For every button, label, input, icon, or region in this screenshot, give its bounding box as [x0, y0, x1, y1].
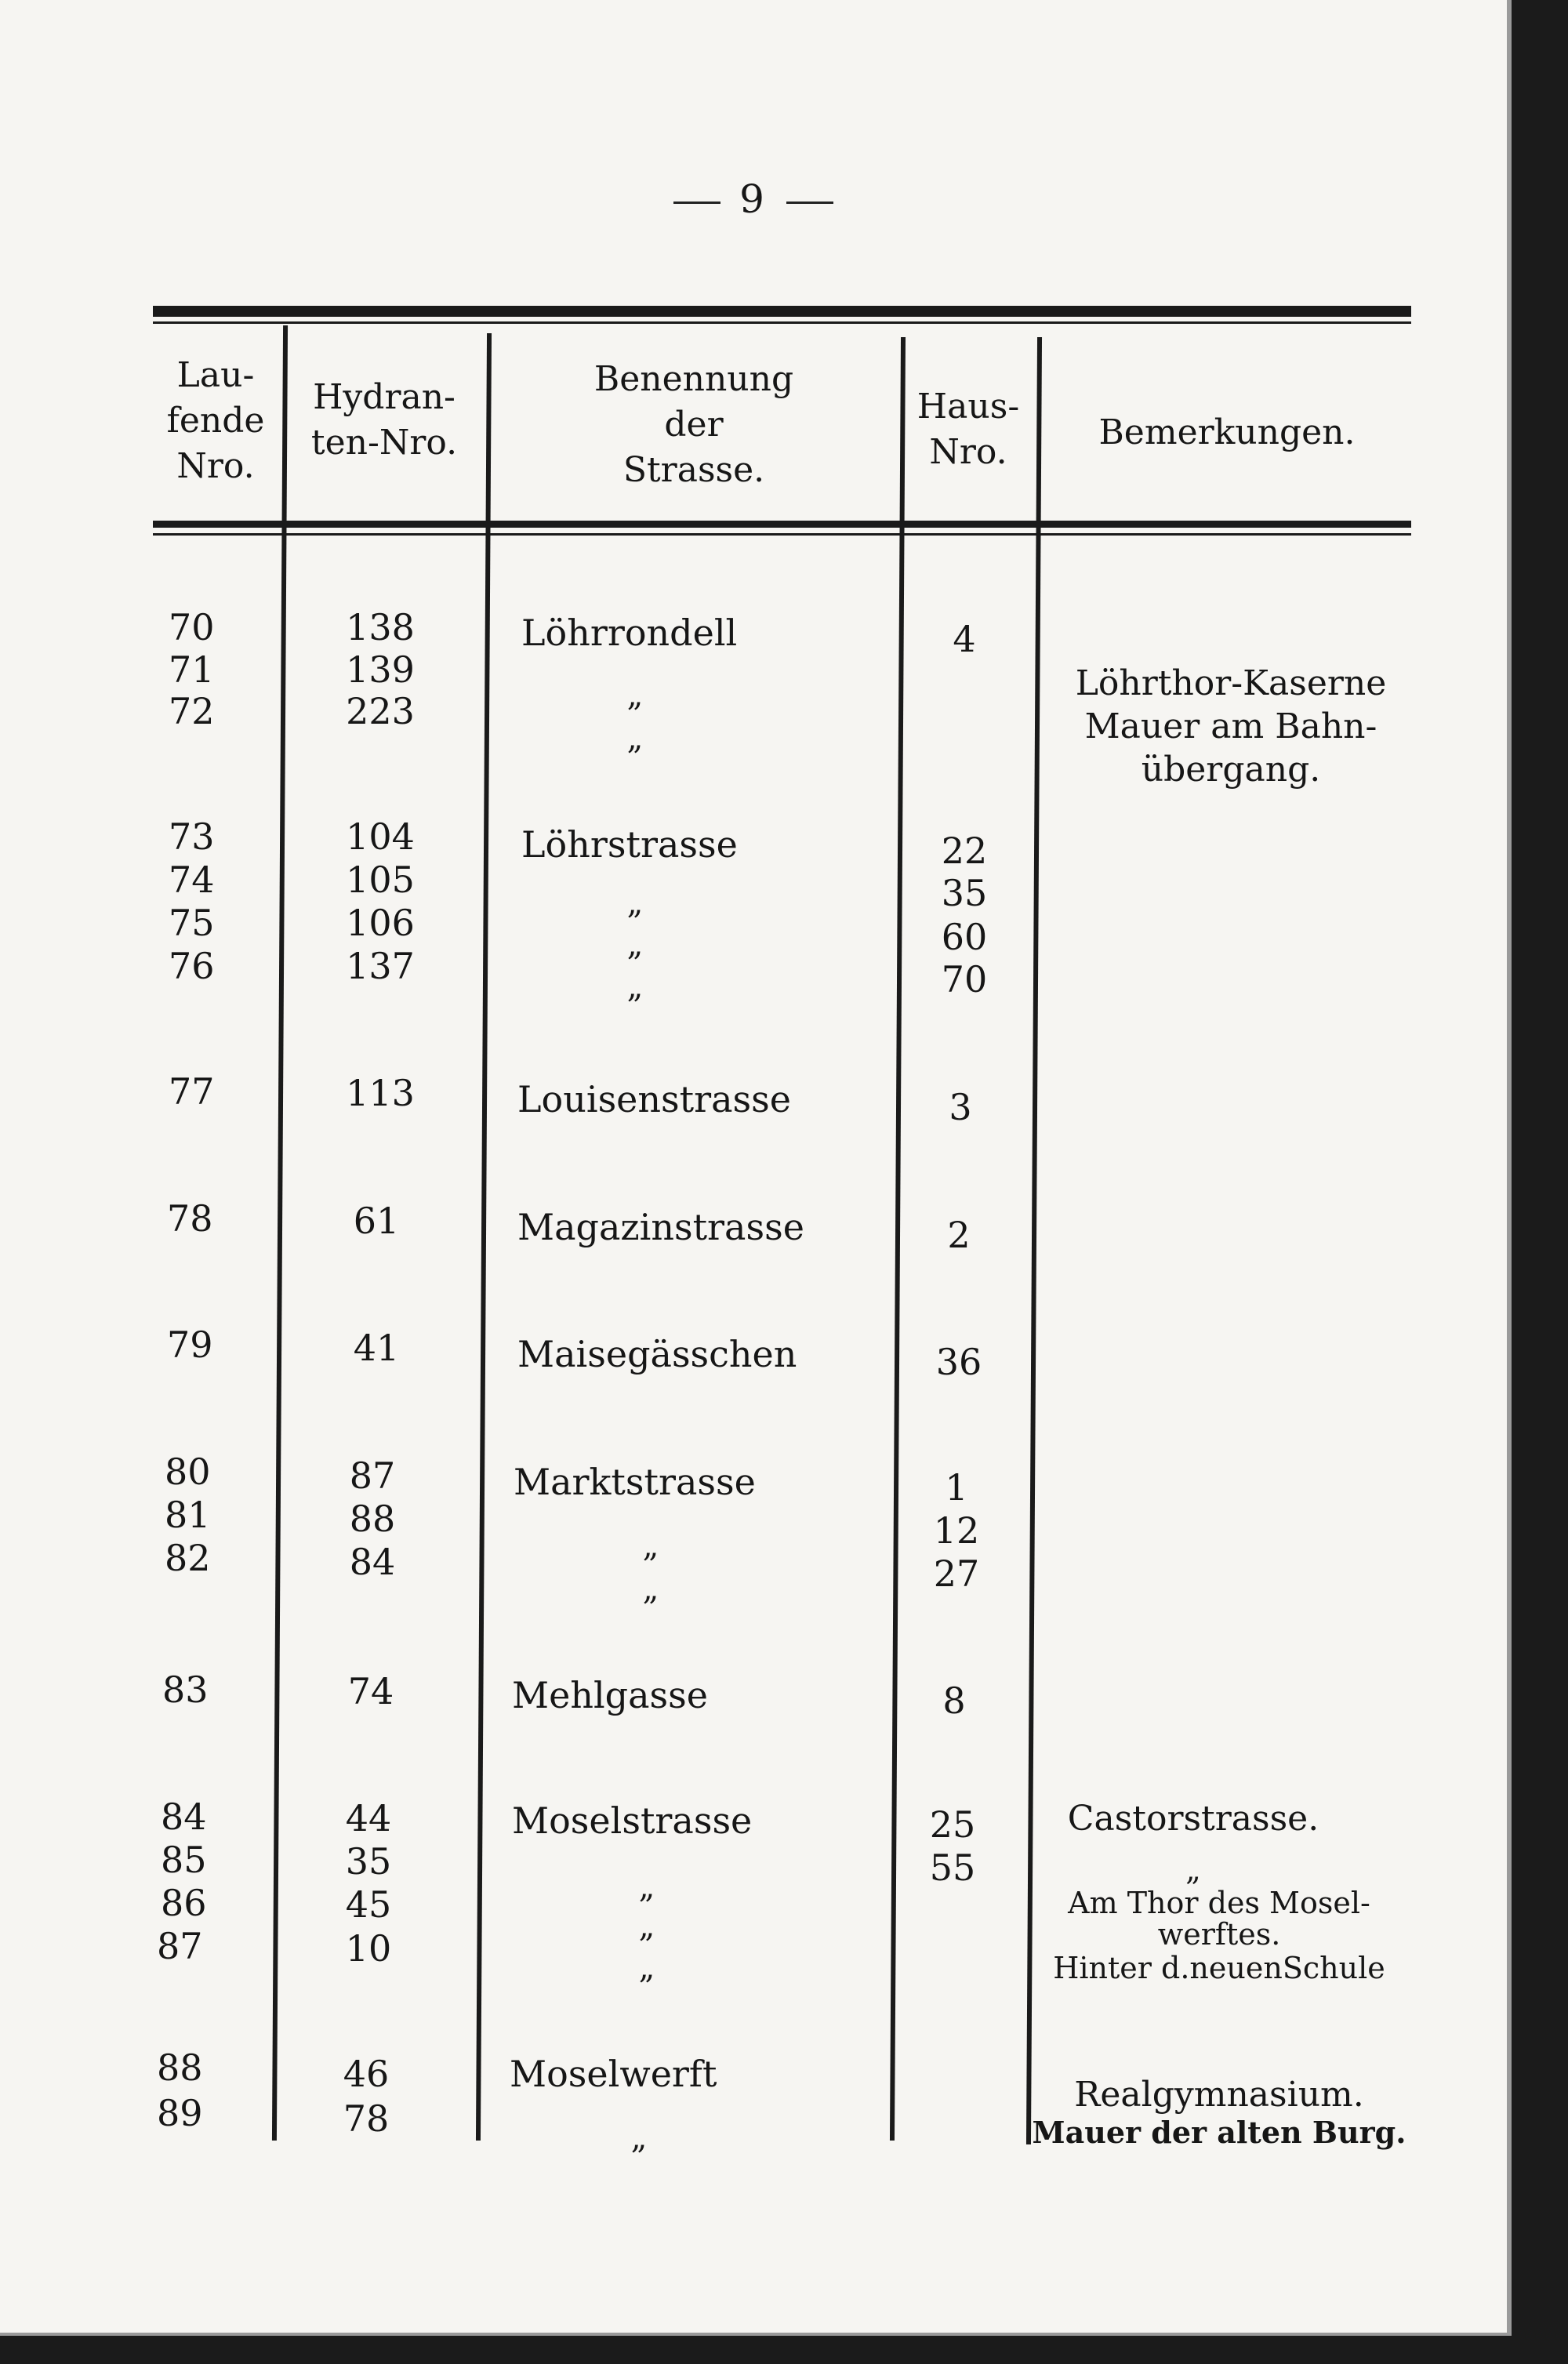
- lfd-nro: 75: [169, 902, 215, 944]
- ditto-mark: „: [642, 1571, 659, 1607]
- hydrant-nro: 78: [343, 2097, 390, 2140]
- hydrant-nro: 137: [346, 945, 415, 987]
- lfd-nro: 72: [169, 690, 215, 732]
- haus-nro: 2: [947, 1214, 971, 1256]
- remark-loehrthor-kaserne: Löhrthor-Kaserne: [1075, 663, 1387, 703]
- haus-nro: 8: [942, 1679, 966, 1722]
- lfd-nro: 87: [157, 1925, 203, 1967]
- hydrant-nro: 88: [349, 1498, 396, 1540]
- hydrant-nro: 104: [346, 815, 415, 858]
- street-name: Löhrrondell: [521, 612, 738, 654]
- hydrant-nro: 44: [345, 1797, 392, 1839]
- lfd-nro: 78: [167, 1197, 213, 1240]
- ditto-mark: „: [626, 969, 644, 1005]
- ditto-mark: „: [638, 1869, 655, 1905]
- ditto-mark: „: [638, 1950, 655, 1986]
- street-name: Maisegässchen: [517, 1333, 797, 1375]
- lfd-nro: 76: [169, 945, 215, 987]
- haus-nro: 70: [941, 958, 988, 1000]
- hydrant-nro: 61: [353, 1200, 400, 1242]
- header-bemerkungen: Bemerkungen.: [1098, 412, 1356, 452]
- hydrant-nro: 41: [353, 1327, 400, 1369]
- remark-hinter-schule: Hinter d.neuenSchule: [1053, 1951, 1385, 1985]
- hydrant-nro: 139: [346, 648, 415, 691]
- dash-left: [673, 202, 720, 204]
- street-name: Moselstrasse: [512, 1799, 753, 1842]
- header-benennung: Benennung der Strasse.: [593, 359, 794, 490]
- hydrant-nro: 84: [349, 1541, 396, 1583]
- column-divider-2: [476, 333, 492, 2141]
- lfd-nro: 77: [169, 1070, 215, 1113]
- hydrant-nro: 138: [346, 606, 415, 648]
- haus-nro: 4: [953, 618, 976, 660]
- remark-mauer-bahn: Mauer am Bahn-: [1084, 706, 1377, 746]
- street-name: Mehlgasse: [512, 1674, 708, 1716]
- haus-nro: 35: [941, 872, 988, 914]
- lfd-nro: 83: [162, 1669, 209, 1711]
- lfd-nro: 84: [161, 1796, 207, 1838]
- remark-ditto: „: [1185, 1853, 1201, 1887]
- column-divider-3: [890, 337, 906, 2141]
- haus-nro: 36: [935, 1341, 982, 1383]
- street-name: Löhrstrasse: [521, 823, 738, 866]
- header-haus: Haus- Nro.: [916, 387, 1020, 472]
- haus-nro: 3: [949, 1086, 972, 1128]
- haus-nro: 55: [929, 1847, 976, 1889]
- remark-mauer-alten-burg: Mauer der alten Burg.: [1032, 2115, 1406, 2150]
- dash-right: [786, 202, 833, 204]
- lfd-nro: 79: [167, 1324, 213, 1366]
- haus-nro: 27: [933, 1552, 980, 1595]
- hydrant-nro: 46: [343, 2053, 390, 2095]
- street-name: Louisenstrasse: [517, 1078, 791, 1120]
- table-top-thin-rule: [153, 321, 1411, 324]
- remark-am-thor: Am Thor des Mosel-: [1068, 1886, 1370, 1920]
- haus-nro: 1: [945, 1466, 968, 1509]
- lfd-nro: 73: [169, 815, 215, 858]
- haus-nro: 25: [929, 1803, 976, 1846]
- lfd-nro: 70: [169, 606, 215, 648]
- ditto-mark: „: [642, 1528, 659, 1564]
- hydrant-nro: 10: [345, 1927, 392, 1970]
- ditto-mark: „: [626, 677, 644, 714]
- haus-nro: 60: [941, 916, 988, 958]
- ditto-mark: „: [630, 2120, 648, 2156]
- hydrant-nro: 45: [345, 1883, 392, 1926]
- lfd-nro: 85: [161, 1839, 207, 1881]
- lfd-nro: 81: [165, 1494, 211, 1536]
- ditto-mark: „: [626, 721, 644, 757]
- hydrant-nro: 35: [345, 1840, 392, 1883]
- lfd-nro: 74: [169, 859, 215, 901]
- hydrant-nro: 87: [349, 1454, 396, 1497]
- lfd-nro: 88: [157, 2046, 203, 2089]
- header-bottom-thin-rule: [153, 533, 1411, 536]
- street-name: Marktstrasse: [514, 1461, 756, 1503]
- haus-nro: 22: [941, 830, 988, 872]
- header-bottom-rule: [153, 521, 1411, 528]
- remark-werftes: werftes.: [1157, 1917, 1281, 1952]
- street-name: Moselwerft: [510, 2053, 717, 2095]
- haus-nro: 12: [933, 1509, 980, 1552]
- lfd-nro: 71: [169, 648, 215, 691]
- column-divider-1: [272, 325, 288, 2141]
- remark-realgymnasium: Realgymnasium.: [1074, 2075, 1364, 2115]
- lfd-nro: 80: [165, 1451, 211, 1493]
- header-hydranten: Hydran- ten-Nro.: [310, 377, 458, 463]
- hydrant-nro: 113: [346, 1072, 415, 1114]
- table-top-rule: [153, 306, 1411, 317]
- street-name: Magazinstrasse: [517, 1206, 804, 1248]
- ditto-mark: „: [626, 885, 644, 921]
- remark-castorstrasse: Castorstrasse.: [1067, 1799, 1319, 1839]
- ditto-mark: „: [638, 1908, 655, 1945]
- ditto-mark: „: [626, 927, 644, 963]
- hydrant-nro: 106: [346, 902, 415, 944]
- lfd-nro: 82: [165, 1537, 211, 1579]
- lfd-nro: 89: [157, 2092, 203, 2134]
- hydrant-nro: 105: [346, 859, 415, 901]
- header-laufende: Lau- fende Nro.: [166, 355, 265, 486]
- lfd-nro: 86: [161, 1882, 207, 1924]
- hydrant-nro: 74: [347, 1670, 394, 1712]
- page-number: 9: [0, 176, 1507, 222]
- remark-uebergang: übergang.: [1141, 750, 1321, 790]
- hydrant-nro: 223: [346, 690, 415, 732]
